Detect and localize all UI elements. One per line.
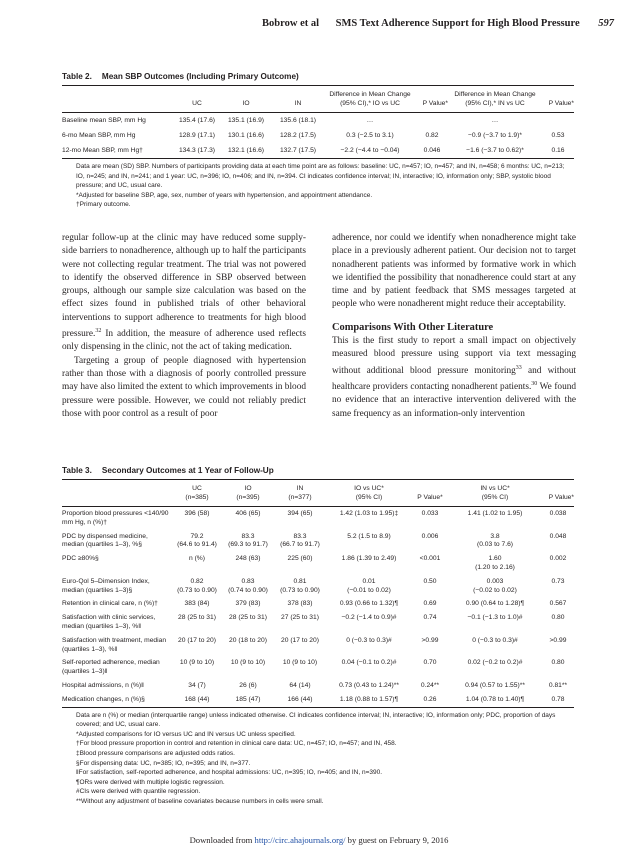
header-line: IO vs UC* [354,485,384,492]
cell-line: 10 (9 to 10) [179,659,215,667]
cell-line: (69.3 to 91.7) [228,541,268,549]
cell-line: n (%) [189,555,205,563]
cell-line: 34 (7) [188,681,206,689]
cell-line: 0.02 (−0.2 to 0.2)# [467,659,523,667]
cell-line: 79.2 [190,532,204,540]
text-run: regular follow-up at the clinic may have reduced some supply-side barriers to nonadherence, although up to half the participants were not collecting regular treatment. The trial was not powered to identify the observed difference in SBP observed between groups, although our sample size calculation was based on the effect sizes found in published trials of other behavioral interventions to support adherence to treatments for high blood pressure. [62,233,306,340]
table-2-header-uc: UC [192,100,202,107]
text-run: This is the first study to report a small impact on objectively measured blood pressure using support via text messaging without additional blood pressure monitoring [332,336,576,376]
cell-line: (−0.01 to 0.02) [347,586,391,594]
cell: 132.7 (17.5) [279,147,317,154]
cell-line: 10 (9 to 10) [282,659,318,667]
cell [222,656,274,679]
cell: 0.26 [423,695,437,703]
cell: 0.033 [421,510,439,517]
cell-line: 166 (44) [287,695,313,703]
cell: 0.006 [421,532,439,540]
citation: 30 [531,381,538,388]
cell [222,507,274,530]
table-note: #CIs were derived with quantile regression. [76,788,201,796]
cell [448,552,542,575]
table-2-header-diff-in [448,86,542,113]
text-run: We found no evidence that an interactive intervention delivered with the same frequency as an information-only intervention [332,382,577,419]
cell-line: 396 (58) [184,510,210,517]
cell-line: Medication changes, n (%)§ [62,695,145,703]
cell [172,597,222,611]
cell-line: −0.1 (−1.3 to 1.0)# [467,614,523,622]
cell-line: 5.2 (1.5 to 8.9) [347,532,391,540]
cell: 0.81** [548,681,568,689]
table-row [62,693,574,707]
cell: 0.69 [423,600,437,608]
table-2-number: Table 2. [62,72,92,81]
citation: 33 [515,364,522,371]
cell: 0.73 [551,577,565,585]
table-3-header-row [62,480,574,507]
cell [172,679,222,693]
header-line: (n=395) [236,494,260,501]
cell [222,552,274,575]
footer-suffix: by guest on February 9, 2016 [345,835,449,845]
header-line: (95% CI),* IN vs UC [465,100,525,107]
cell-line: Hospital admissions, n (%)ǁ [62,681,144,689]
citation: 32 [95,328,102,335]
header-line: (95% CI) [355,494,383,501]
cell: 0.50 [423,577,437,585]
table-3-grid [62,480,574,707]
cell [274,693,326,707]
cell-line: PDC by dispensed medicine, [62,532,148,540]
cell [326,597,412,611]
running-head-title: SMS Text Adherence Support for High Blood Pressure [335,18,580,29]
cell-line: (64.6 to 91.4) [177,541,217,549]
table-note: ‡Blood pressure comparisons are adjusted odds ratios. [76,749,235,757]
table-3-header-io [222,480,274,507]
cell [172,693,222,707]
table-note: †Primary outcome. [76,201,131,209]
cell: 135.4 (17.6) [178,117,216,124]
cell [448,611,542,634]
cell: −2.2 (−4.4 to −0.04) [340,147,400,154]
cell: 0.3 (−2.5 to 3.1) [346,132,394,139]
cell: 0.80 [551,614,565,622]
paragraph [332,335,576,421]
table-3-header-blank [62,480,172,507]
cell: 0.567 [549,600,567,608]
cell-line: PDC ≥80%§ [62,555,99,563]
table-2-notes [62,159,574,210]
section-heading: Comparisons With Other Literature [332,321,494,333]
table-2 [62,72,574,210]
header-line: IO [244,485,252,492]
cell-line: (−0.02 to 0.02) [473,586,517,594]
cell [172,575,222,598]
table-3-header-p2: P Value* [548,494,574,501]
cell-line: Satisfaction with treatment, median [62,636,167,644]
cell [274,507,326,530]
cell-line: 406 (65) [235,510,261,517]
cell-line: 0.82 [190,577,204,585]
cell-line: 10 (9 to 10) [230,659,266,667]
table-note: †For blood pressure proportion in control and retention in clinical care data: UC, n=457; IO, n=457; and IN, 458. [76,740,397,748]
table-3-title: Secondary Outcomes at 1 Year of Follow-Up [101,466,274,475]
table-row [62,143,574,158]
cell [172,552,222,575]
cell: 0.046 [423,147,441,154]
cell: >0.99 [549,636,567,644]
table-3-header-io-vs-uc [326,480,412,507]
cell [448,597,542,611]
cell-line: 0.94 (0.57 to 1.55)** [465,681,525,689]
table-row [62,656,574,679]
body-column-left [62,232,306,421]
cell-line: 28 (25 to 31) [178,614,216,622]
cell [274,656,326,679]
cell-line: (0.03 to 7.6) [476,541,514,549]
cell [222,597,274,611]
paragraph: adherence, nor could we identify when nonadherence might take place in a previously adherent patient. Our decision not to target nonadherent patients was informed by formative work in which we identified the possibility that nonadherence could start at any time and by patient feedback that SMS messages targeted at people who were nonadherent might reduce their acceptability. [332,233,576,310]
cell-line: 64 (14) [289,681,311,689]
running-head-author: Bobrow et al [262,18,320,29]
header-line: Difference in Mean Change [454,91,536,98]
cell [222,634,274,657]
cell-line: 383 (84) [184,600,210,608]
cell-line: 0.73 (0.43 to 1.24)** [339,681,399,689]
cell [172,507,222,530]
cell-line: 20 (17 to 20) [178,636,216,644]
cell-line: (0.73 to 0.90) [280,586,320,594]
cell [416,113,448,129]
cell [542,113,574,129]
cell [448,679,542,693]
cell: 0.002 [549,555,567,563]
cell-line: 1.60 [488,555,502,563]
cell-line: 0.003 [486,577,504,585]
cell [326,693,412,707]
cell [172,656,222,679]
cell: 132.1 (16.6) [227,147,265,154]
cell: 0.74 [423,614,437,622]
table-row [62,679,574,693]
table-3-header-p1: P Value* [417,494,443,501]
cell-line: 1.04 (0.78 to 1.40)¶ [465,695,525,703]
cell: 128.2 (17.5) [279,132,317,139]
table-note: *Adjusted for baseline SBP, age, sex, number of years with hypertension, and appointment attendance. [76,191,373,199]
table-2-header-p1: P Value* [422,100,448,107]
table-row [62,128,574,143]
cell-line: 27 (25 to 31) [281,614,319,622]
cell-line: (quartiles 1–3), %ǁ [62,645,118,653]
cell-line: (66.7 to 91.7) [280,541,320,549]
cell: 134.3 (17.3) [178,147,216,154]
table-3-notes [62,708,574,807]
cell: … [366,117,374,124]
table-row [62,530,574,553]
cell [274,679,326,693]
cell-line: Satisfaction with clinic services, [62,614,156,622]
table-note: **Without any adjustment of baseline covariates because numbers in cells were small. [76,797,324,805]
cell [274,575,326,598]
cell-line: 0.04 (−0.1 to 0.2)# [341,659,397,667]
table-row [62,113,574,129]
cell-line: 0.93 (0.66 to 1.32)¶ [339,600,399,608]
cell-line: Proportion blood pressures <140/90 [62,510,169,517]
table-2-header-in: IN [294,100,302,107]
cell-line: 185 (47) [235,695,261,703]
header-line: IN vs UC* [480,485,510,492]
cell-line: Self-reported adherence, median [62,659,160,667]
table-note: ǁFor satisfaction, self-reported adherence, and hospital admissions: UC, n=395; IO, n=405; and IN, n=390. [76,769,383,777]
cell [222,611,274,634]
cell [222,693,274,707]
table-3-header-in-vs-uc [448,480,542,507]
body-column-right [332,232,576,421]
cell: 0.78 [551,695,565,703]
cell-line: median (quartiles 1–3), %§ [62,541,142,549]
table-row [62,552,574,575]
cell-line: 28 (25 to 31) [229,614,267,622]
cell-line: median (quartiles 1–3), %ǁ [62,622,141,630]
cell-line: 378 (83) [287,600,313,608]
footer-prefix: Downloaded from [189,835,255,845]
cell [274,597,326,611]
row-label [62,597,172,611]
cell [326,656,412,679]
row-label [62,634,172,657]
cell-line: (quartiles 1–3)ǁ [62,668,108,676]
cell: >0.99 [421,636,439,644]
table-row [62,611,574,634]
row-label: 12-mo Mean SBP, mm Hg† [62,147,143,154]
cell [326,507,412,530]
row-label [62,507,172,530]
cell-line: −0.2 (−1.4 to 0.9)# [341,614,397,622]
cell: 0.038 [549,510,567,517]
cell-line: Euro-Qol 5–Dimension Index, [62,577,150,585]
table-note: Data are n (%) or median (interquartile range) unless indicated otherwise. CI indicates confidence interval; IN, interactive; IO, information only; PDC, proportion of days covered; and UC, usual care. [76,711,556,729]
row-label [62,611,172,634]
table-2-header-diff-io [324,86,416,113]
cell: 0.16 [551,147,565,154]
cell [448,693,542,707]
table-2-header-io: IO [242,100,250,107]
cell: 0.24** [420,681,440,689]
table-note: Data are mean (SD) SBP. Numbers of participants providing data at each time point are as follows: baseline: UC, n=457; IO, n=457; and IN, n=458; 6 months: UC, n=213; IO, n=245; and IN, n=241; and 1 year: UC, n=396; IO, n=406; and IN, n=394. CI indicates confidence interval; IN, interactive; IO, information only; SBP, systolic blood pressure; and UC, usual care. [76,163,565,190]
cell [448,634,542,657]
cell-line: 3.8 [490,532,500,540]
table-row [62,575,574,598]
cell-line: 0.83 [241,577,255,585]
table-2-title: Mean SBP Outcomes (Including Primary Outcome) [101,72,299,81]
row-label [62,552,172,575]
cell-line: 0.01 [362,577,376,585]
cell-line: (0.73 to 0.90) [177,586,217,594]
table-2-header-p2: P Value* [548,100,574,107]
table-2-header-blank [62,86,174,113]
cell: 0.53 [551,132,565,139]
row-label: 6-mo Mean SBP, mm Hg [62,132,136,139]
row-label [62,679,172,693]
download-footer [0,835,638,845]
cell [326,530,412,553]
cell [172,611,222,634]
cell-line: median (quartiles 1–3)§ [62,586,133,594]
row-label [62,530,172,553]
paragraph: Targeting a group of people diagnosed with hypertension rather than those with a diagnosis of poorly controlled pressure may have also limited the extent to which improvements in blood pressure were possible. However, we could not reliably predict those with poor control as a result of poor [62,355,306,419]
cell [172,634,222,657]
cell: … [491,117,499,124]
header-line: Difference in Mean Change [329,91,411,98]
cell: 0.70 [423,659,437,667]
cell: −0.9 (−3.7 to 1.9)* [468,132,522,139]
cell: 135.6 (18.1) [279,117,317,124]
cell [274,552,326,575]
page-number: 597 [598,18,614,29]
header-line: (n=385) [185,494,209,501]
header-line: IN [296,485,304,492]
cell-line: 20 (18 to 20) [229,636,267,644]
table-3 [62,466,574,806]
table-row [62,507,574,530]
cell [326,552,412,575]
paragraph [62,232,306,355]
cell [326,679,412,693]
cell-line: 379 (83) [235,600,261,608]
cell-line: 394 (65) [287,510,313,517]
header-line: (95% CI),* IO vs UC [340,100,400,107]
cell: 130.1 (16.6) [227,132,265,139]
table-3-number: Table 3. [62,466,92,475]
cell-line: 1.42 (1.03 to 1.95)‡ [339,510,399,517]
header-line: UC [192,485,202,492]
table-note: *Adjusted comparisons for IO versus UC and IN versus UC unless specified. [76,730,296,738]
table-2-caption [62,72,574,81]
cell-line: (1.20 to 2.16) [475,563,515,571]
running-head [262,18,614,29]
table-2-header-row [62,86,574,113]
table-note: §For dispensing data: UC, n=385; IO, n=395; and IN, n=377. [76,759,251,767]
cell [274,611,326,634]
cell [172,530,222,553]
cell-line: 225 (60) [287,555,313,563]
cell-line: 0.81 [293,577,307,585]
cell: −1.6 (−3.7 to 0.62)* [466,147,524,154]
cell-line: (0.74 to 0.90) [228,586,268,594]
cell-line: 0 (−0.3 to 0.3)# [472,636,518,644]
table-3-caption [62,466,574,475]
cell: <0.001 [419,555,441,563]
cell [448,507,542,530]
cell [222,575,274,598]
cell-line: 83.3 [293,532,307,540]
table-row [62,597,574,611]
cell [274,530,326,553]
cell: 0.80 [551,659,565,667]
cell: 0.048 [549,532,567,540]
header-line: (n=377) [288,494,312,501]
table-2-grid [62,86,574,158]
row-label [62,575,172,598]
text-run: In addition, the measure of adherence used reflects only dispensing in the clinic, not the act of taking medication. [62,329,306,353]
cell [222,679,274,693]
cell-line: 168 (44) [184,695,210,703]
table-3-header-in [274,480,326,507]
cell: 128.9 (17.1) [178,132,216,139]
header-line: (95% CI) [481,494,509,501]
cell [326,575,412,598]
cell [222,530,274,553]
cell-line: 20 (17 to 20) [281,636,319,644]
cell [448,530,542,553]
footer-link[interactable]: http://circ.ahajournals.org/ [254,835,346,845]
cell-line: 83.3 [241,532,255,540]
cell-line: 1.41 (1.02 to 1.95) [467,510,523,517]
row-label: Baseline mean SBP, mm Hg [62,117,146,124]
row-label [62,656,172,679]
text-run: and without healthcare providers contacting nonadherent patients. [332,365,576,393]
cell-line: 1.86 (1.39 to 2.49) [341,555,397,563]
table-row [62,634,574,657]
cell: 0.82 [425,132,439,139]
table-note: ¶ORs were derived with multiple logistic regression. [76,778,225,786]
cell-line: Retention in clinical care, n (%)† [62,600,158,608]
cell-line: 0.90 (0.64 to 1.28)¶ [465,600,525,608]
cell-line: mm Hg, n (%)† [62,518,107,526]
cell [326,634,412,657]
cell-line: 248 (63) [235,555,261,563]
table-3-header-uc [172,480,222,507]
cell [274,634,326,657]
cell-line: 26 (6) [239,681,257,689]
cell-line: 1.18 (0.88 to 1.57)¶ [339,695,399,703]
cell-line: 0 (−0.3 to 0.3)# [346,636,392,644]
cell [448,656,542,679]
cell [448,575,542,598]
cell [326,611,412,634]
row-label [62,693,172,707]
cell: 135.1 (16.9) [227,117,265,124]
